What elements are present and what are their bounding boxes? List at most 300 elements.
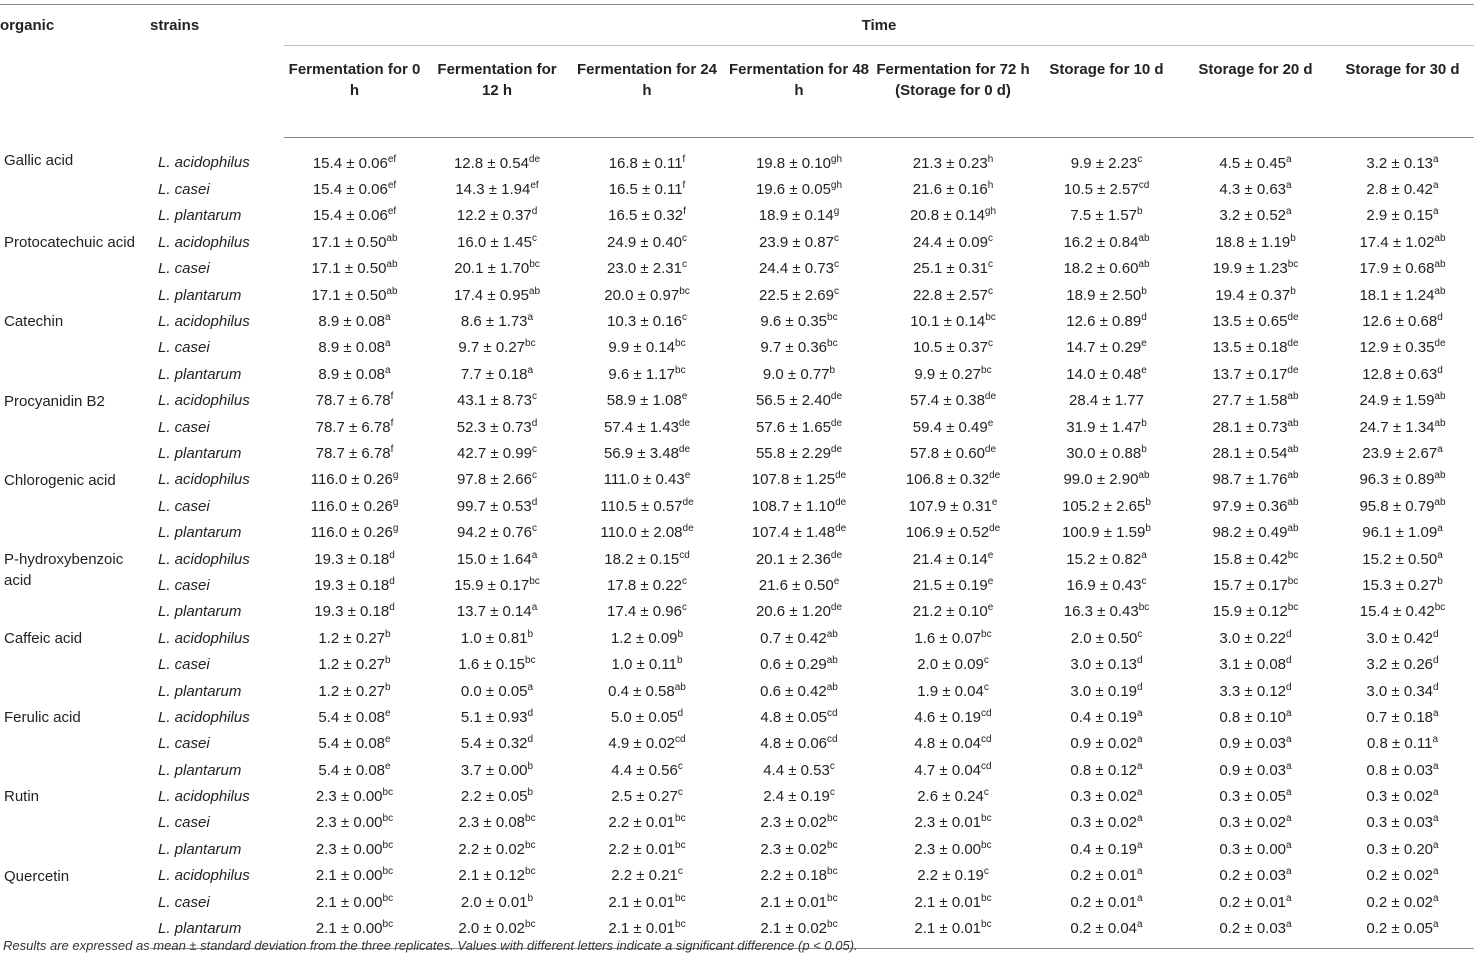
table-row [0,731,1474,757]
significance-letters: g [392,496,399,508]
value-cell [725,335,873,361]
significance-letters: cd [675,734,686,746]
table-row [0,836,1474,862]
strain-name: L. casei [158,260,210,278]
significance-letters: d [531,496,538,508]
strain-name: L. plantarum [158,524,242,542]
significance-letters: cd [679,549,690,561]
value-cell [873,138,1033,177]
value-cell [1331,138,1474,177]
value-cell [1180,519,1331,545]
mean-sd-value: 22.5 ± 2.69 [759,286,834,304]
significance-letters: bc [529,575,540,587]
mean-sd-value: 2.3 ± 0.00 [315,788,383,806]
value-cell [284,731,425,757]
significance-letters: d [1433,655,1439,667]
mean-sd-value: 2.6 ± 0.24 [917,788,984,806]
mean-sd-value: 2.1 ± 0.02 [760,920,828,938]
significance-letters: ab [1434,259,1446,271]
significance-letters: ab [826,628,838,640]
significance-letters: gh [830,180,843,192]
mean-sd-value: 2.3 ± 0.02 [760,840,828,858]
value-cell [873,388,1033,414]
mean-sd-value: 9.6 ± 0.35 [760,313,828,331]
value-cell [569,783,725,809]
significance-letters: f [682,153,686,165]
value-cell [569,138,725,177]
value-cell [425,138,569,177]
significance-letters: a [527,312,534,324]
significance-letters: c [1137,628,1143,640]
mean-sd-value: 116.0 ± 0.26 [310,471,393,489]
value-cell [873,704,1033,730]
significance-letters: d [1141,312,1147,324]
mean-sd-value: 2.1 ± 0.00 [315,893,383,911]
mean-sd-value: 19.3 ± 0.18 [314,603,390,621]
significance-letters: de [989,470,1001,482]
significance-letters: b [1145,496,1151,508]
value-cell [1331,810,1474,836]
value-cell [1331,836,1474,862]
significance-letters: c [829,760,835,772]
mean-sd-value: 14.7 ± 0.29 [1066,339,1142,357]
significance-letters: d [1286,655,1292,667]
value-cell [1331,889,1474,915]
table-row [0,546,1474,572]
mean-sd-value: 15.4 ± 0.06 [312,154,388,172]
significance-letters: de [682,496,694,508]
strain-name: L. plantarum [158,207,242,225]
value-cell [725,440,873,466]
strain-name: L. plantarum [158,682,242,700]
value-cell [425,176,569,202]
mean-sd-value: 17.1 ± 0.50 [311,233,387,251]
significance-letters: ab [1287,417,1299,429]
value-cell [1180,138,1331,177]
value-cell [725,625,873,651]
mean-sd-value: 12.8 ± 0.63 [1362,365,1438,383]
value-cell [569,335,725,361]
value-cell [873,836,1033,862]
value-cell [1331,176,1474,202]
significance-letters: a [1433,892,1439,904]
column-header: Storage for 20 d [1180,46,1331,138]
table-row [0,361,1474,387]
mean-sd-value: 9.7 ± 0.27 [458,339,526,357]
table-body [0,138,1474,949]
significance-letters: b [1141,417,1147,429]
significance-letters: e [987,417,994,429]
mean-sd-value: 57.4 ± 1.43 [603,418,679,436]
significance-letters: a [1286,180,1292,192]
value-cell [1331,335,1474,361]
significance-letters: ab [674,681,686,693]
mean-sd-value: 97.9 ± 0.36 [1212,497,1288,515]
significance-letters: bc [675,919,686,931]
mean-sd-value: 18.2 ± 0.15 [604,550,680,568]
significance-letters: bc [827,839,838,851]
strain-name: L. casei [158,576,210,594]
table-row [0,863,1474,889]
mean-sd-value: 2.1 ± 0.01 [608,920,676,938]
significance-letters: ef [387,206,397,218]
significance-letters: a [1433,760,1439,772]
mean-sd-value: 0.6 ± 0.42 [760,682,827,700]
mean-sd-value: 4.3 ± 0.63 [1219,181,1287,199]
significance-letters: e [385,760,391,772]
mean-sd-value: 57.8 ± 0.60 [909,444,985,462]
value-cell [284,256,425,282]
significance-letters: a [1286,206,1292,218]
significance-letters: bc [981,892,992,904]
table-row [0,335,1474,361]
value-cell [873,625,1033,651]
mean-sd-value: 5.4 ± 0.08 [318,761,386,779]
value-cell [1331,282,1474,308]
significance-letters: a [527,681,534,693]
mean-sd-value: 116.0 ± 0.26 [310,497,393,515]
significance-letters: bc [827,919,838,931]
value-cell [1033,335,1180,361]
significance-letters: d [531,206,538,218]
value-cell [1331,440,1474,466]
mean-sd-value: 110.5 ± 0.57 [600,497,683,515]
significance-letters: bc [981,628,992,640]
value-cell [425,256,569,282]
mean-sd-value: 0.3 ± 0.02 [1366,788,1434,806]
mean-sd-value: 1.6 ± 0.07 [914,629,982,647]
mean-sd-value: 2.3 ± 0.01 [914,814,982,832]
significance-letters: b [677,628,684,640]
mean-sd-value: 3.0 ± 0.22 [1219,629,1287,647]
mean-sd-value: 2.3 ± 0.00 [315,840,383,858]
significance-letters: bc [981,364,992,376]
mean-sd-value: 42.7 ± 0.99 [457,444,532,462]
significance-letters: a [531,549,538,561]
value-cell [1180,863,1331,889]
mean-sd-value: 56.9 ± 3.48 [603,444,679,462]
value-cell [284,440,425,466]
significance-letters: c [677,866,683,878]
mean-sd-value: 4.8 ± 0.04 [914,735,982,753]
value-cell [725,731,873,757]
significance-letters: de [835,523,847,535]
value-cell [425,599,569,625]
value-cell [725,493,873,519]
mean-sd-value: 0.4 ± 0.58 [608,682,675,700]
significance-letters: bc [675,892,686,904]
mean-sd-value: 14.0 ± 0.48 [1066,365,1142,383]
significance-letters: a [1433,787,1439,799]
value-cell [284,678,425,704]
column-header: Fermentation for 48 h [725,46,873,138]
significance-letters: d [389,602,395,614]
significance-letters: ab [386,285,398,297]
value-cell [1331,256,1474,282]
value-cell [1033,388,1180,414]
value-cell [284,361,425,387]
value-cell [725,229,873,255]
significance-letters: bc [382,839,394,851]
strain-name: L. casei [158,814,210,832]
mean-sd-value: 3.3 ± 0.12 [1219,682,1287,700]
significance-letters: bc [529,259,540,271]
value-cell [569,361,725,387]
value-cell [725,678,873,704]
significance-letters: bc [985,312,996,324]
table-row [0,440,1474,466]
value-cell [1033,138,1180,177]
significance-letters: e [987,549,994,561]
significance-letters: e [987,575,994,587]
value-cell [1180,915,1331,948]
table-row [0,625,1474,651]
mean-sd-value: 21.5 ± 0.19 [912,576,988,594]
value-cell [1180,361,1331,387]
compound-name: Procyanidin B2 [4,392,105,410]
significance-letters: ef [387,180,397,192]
significance-letters: c [833,285,839,297]
mean-sd-value: 4.8 ± 0.05 [760,708,828,726]
mean-sd-value: 17.1 ± 0.50 [311,260,387,278]
value-cell [569,414,725,440]
mean-sd-value: 19.4 ± 0.37 [1215,286,1291,304]
compound-name: Caffeic acid [4,630,83,648]
value-cell [425,704,569,730]
significance-letters: ab [1138,232,1150,244]
value-cell [1180,176,1331,202]
mean-sd-value: 98.7 ± 1.76 [1212,471,1288,489]
mean-sd-value: 2.1 ± 0.00 [315,867,383,885]
value-cell [1331,388,1474,414]
significance-letters: a [1137,813,1143,825]
significance-letters: de [830,443,843,455]
mean-sd-value: 5.1 ± 0.93 [460,708,528,726]
significance-letters: e [833,575,840,587]
mean-sd-value: 25.1 ± 0.31 [913,260,988,278]
mean-sd-value: 27.7 ± 1.58 [1212,392,1288,410]
value-cell [1180,493,1331,519]
significance-letters: a [1286,813,1292,825]
significance-letters: de [1287,312,1299,324]
mean-sd-value: 4.8 ± 0.06 [760,735,828,753]
value-cell [873,519,1033,545]
mean-sd-value: 2.2 ± 0.01 [608,840,676,858]
mean-sd-value: 15.2 ± 0.82 [1066,550,1142,568]
value-cell [569,493,725,519]
strain-name: L. plantarum [158,603,242,621]
mean-sd-value: 1.2 ± 0.09 [610,629,678,647]
compound-name: P-hydroxybenzoic acid [4,550,124,589]
mean-sd-value: 105.2 ± 2.65 [1062,497,1146,515]
value-cell [569,229,725,255]
value-cell [1180,440,1331,466]
significance-letters: cd [827,734,838,746]
phenolics-table [0,4,1474,949]
table-row [0,256,1474,282]
significance-letters: a [1286,839,1292,851]
mean-sd-value: 2.2 ± 0.21 [611,867,678,885]
strain-name: L. casei [158,181,210,199]
mean-sd-value: 0.3 ± 0.02 [1219,814,1287,832]
significance-letters: de [678,417,691,429]
significance-letters: bc [382,787,394,799]
mean-sd-value: 57.6 ± 1.65 [755,418,831,436]
significance-letters: de [984,443,997,455]
value-cell [725,704,873,730]
significance-letters: ab [1287,470,1299,482]
significance-letters: d [1437,312,1443,324]
significance-letters: b [1141,443,1147,455]
mean-sd-value: 106.9 ± 0.52 [905,524,990,542]
mean-sd-value: 18.1 ± 1.24 [1359,286,1435,304]
table-row [0,519,1474,545]
significance-letters: ab [386,232,398,244]
mean-sd-value: 5.4 ± 0.08 [318,735,386,753]
value-cell [1331,203,1474,229]
value-cell [873,282,1033,308]
mean-sd-value: 16.9 ± 0.43 [1066,576,1142,594]
value-cell [1180,651,1331,677]
value-cell [1331,572,1474,598]
header-organic: organic [0,5,150,138]
column-header: Storage for 10 d [1033,46,1180,138]
mean-sd-value: 16.3 ± 0.43 [1063,603,1139,621]
significance-letters: a [1137,919,1143,931]
value-cell [569,678,725,704]
significance-letters: c [681,259,687,271]
strain-name: L. acidophilus [158,392,250,410]
significance-letters: e [385,734,391,746]
significance-letters: de [1287,338,1299,350]
mean-sd-value: 2.1 ± 0.01 [914,920,982,938]
value-cell [1180,572,1331,598]
significance-letters: h [987,153,994,165]
value-cell [725,651,873,677]
mean-sd-value: 55.8 ± 2.29 [755,444,831,462]
value-cell [425,440,569,466]
significance-letters: ab [1138,259,1150,271]
significance-letters: e [1141,364,1147,376]
significance-letters: g [833,206,840,218]
mean-sd-value: 9.9 ± 0.27 [914,365,982,383]
value-cell [873,176,1033,202]
value-cell [725,889,873,915]
mean-sd-value: 13.5 ± 0.65 [1212,313,1288,331]
significance-letters: ef [387,153,397,165]
value-cell [1033,836,1180,862]
mean-sd-value: 9.9 ± 0.14 [608,339,676,357]
significance-letters: e [991,496,998,508]
mean-sd-value: 9.9 ± 2.23 [1070,154,1138,172]
mean-sd-value: 4.4 ± 0.53 [763,761,830,779]
value-cell [284,863,425,889]
value-cell [1033,889,1180,915]
value-cell [1033,651,1180,677]
significance-letters: d [1137,681,1143,693]
mean-sd-value: 19.3 ± 0.18 [314,550,390,568]
mean-sd-value: 16.8 ± 0.11 [608,154,683,172]
significance-letters: d [1437,364,1443,376]
mean-sd-value: 20.0 ± 0.97 [604,286,680,304]
significance-letters: bc [675,364,686,376]
value-cell [284,704,425,730]
mean-sd-value: 21.6 ± 0.50 [758,576,834,594]
table-row [0,651,1474,677]
mean-sd-value: 14.3 ± 1.94 [455,181,531,199]
value-cell [1033,440,1180,466]
value-cell [569,572,725,598]
mean-sd-value: 16.5 ± 0.32 [608,207,684,225]
value-cell [725,783,873,809]
significance-letters: d [527,734,534,746]
mean-sd-value: 0.0 ± 0.05 [460,682,528,700]
value-cell [569,467,725,493]
significance-letters: ab [1434,232,1446,244]
mean-sd-value: 12.6 ± 0.89 [1066,313,1142,331]
significance-letters: b [1290,232,1296,244]
significance-letters: d [389,575,395,587]
significance-letters: de [1434,338,1446,350]
strain-name: L. acidophilus [158,313,250,331]
mean-sd-value: 19.3 ± 0.18 [314,576,390,594]
mean-sd-value: 3.0 ± 0.13 [1070,656,1138,674]
value-cell [569,203,725,229]
significance-letters: ab [1138,470,1150,482]
significance-letters: ab [386,259,398,271]
mean-sd-value: 2.3 ± 0.02 [760,814,828,832]
mean-sd-value: 24.9 ± 1.59 [1359,392,1435,410]
significance-letters: c [681,575,687,587]
value-cell [1033,519,1180,545]
value-cell [1180,757,1331,783]
significance-letters: b [527,628,534,640]
value-cell [725,361,873,387]
mean-sd-value: 3.2 ± 0.52 [1219,207,1287,225]
table-row [0,414,1474,440]
significance-letters: c [983,655,989,667]
table-row [0,176,1474,202]
significance-letters: de [835,496,847,508]
mean-sd-value: 78.7 ± 6.78 [315,444,391,462]
value-cell [873,493,1033,519]
mean-sd-value: 17.4 ± 0.95 [453,286,529,304]
table-row [0,203,1474,229]
mean-sd-value: 30.0 ± 0.88 [1066,444,1142,462]
mean-sd-value: 24.7 ± 1.34 [1359,418,1435,436]
value-cell [725,836,873,862]
value-cell [725,519,873,545]
strain-name: L. acidophilus [158,550,250,568]
mean-sd-value: 111.0 ± 0.43 [603,471,685,489]
mean-sd-value: 0.9 ± 0.03 [1219,761,1287,779]
significance-letters: e [681,391,688,403]
significance-letters: a [1286,892,1292,904]
significance-letters: c [531,523,537,535]
value-cell [873,731,1033,757]
mean-sd-value: 23.9 ± 0.87 [759,233,834,251]
significance-letters: e [684,470,691,482]
mean-sd-value: 20.1 ± 1.70 [454,260,530,278]
strain-name: L. acidophilus [158,154,250,172]
significance-letters: a [1433,206,1439,218]
significance-letters: bc [981,813,992,825]
mean-sd-value: 0.2 ± 0.02 [1366,867,1434,885]
mean-sd-value: 2.0 ± 0.09 [917,656,984,674]
significance-letters: b [1290,285,1296,297]
value-cell [1180,810,1331,836]
value-cell [569,388,725,414]
